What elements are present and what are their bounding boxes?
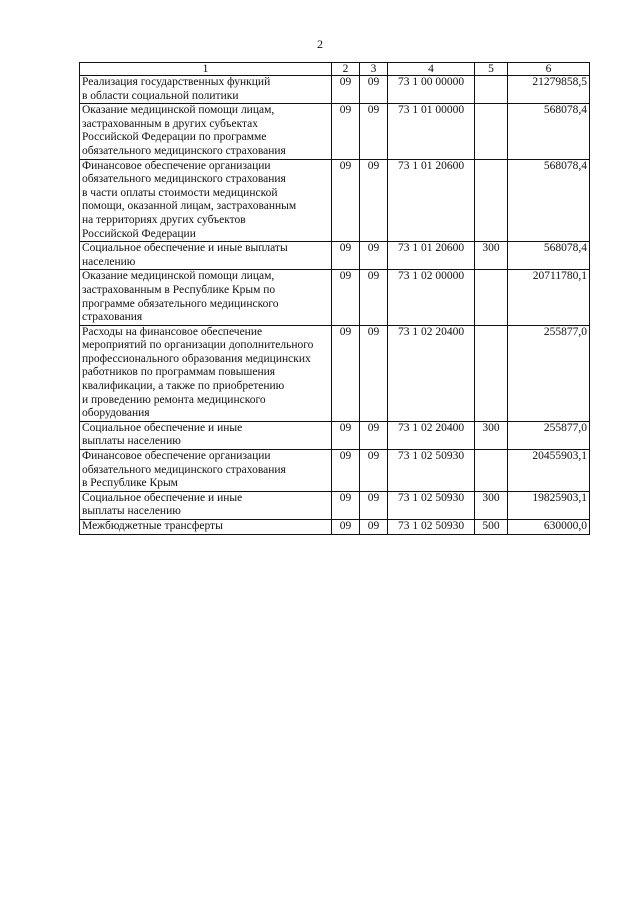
row-subsection: 09 [360, 270, 388, 325]
row-section: 09 [332, 325, 360, 421]
row-amount: 568078,4 [508, 104, 590, 159]
row-target-article: 73 1 00 00000 [388, 76, 475, 104]
row-target-article: 73 1 02 00000 [388, 270, 475, 325]
row-expense-type [475, 450, 508, 492]
page-number: 2 [317, 37, 323, 51]
row-expense-type [475, 325, 508, 421]
row-expense-type: 300 [475, 242, 508, 270]
table-row [80, 159, 590, 242]
row-name: Оказание медицинской помощи лицам, застрахованным в Республике Крым по программе обязательного медицинского страхования [80, 270, 332, 325]
row-name: Реализация государственных функций в области социальной политики [80, 76, 332, 104]
table-row [80, 325, 590, 421]
row-subsection: 09 [360, 325, 388, 421]
row-amount: 21279858,5 [508, 76, 590, 104]
column-header-6: 6 [508, 63, 590, 76]
row-section: 09 [332, 421, 360, 449]
row-target-article: 73 1 02 50930 [388, 450, 475, 492]
row-subsection: 09 [360, 76, 388, 104]
row-subsection: 09 [360, 159, 388, 242]
column-header-4: 4 [388, 63, 475, 76]
row-section: 09 [332, 450, 360, 492]
row-amount: 19825903,1 [508, 491, 590, 519]
table-header-row [80, 63, 590, 76]
budget-table [79, 62, 590, 535]
table-row [80, 491, 590, 519]
row-amount: 568078,4 [508, 159, 590, 242]
row-name: Социальное обеспечение и иные выплаты населению [80, 491, 332, 519]
row-expense-type: 300 [475, 491, 508, 519]
row-subsection: 09 [360, 450, 388, 492]
row-subsection: 09 [360, 491, 388, 519]
row-expense-type: 500 [475, 520, 508, 535]
row-expense-type [475, 270, 508, 325]
row-amount: 20455903,1 [508, 450, 590, 492]
table-row [80, 270, 590, 325]
column-header-3: 3 [360, 63, 388, 76]
row-subsection: 09 [360, 421, 388, 449]
row-target-article: 73 1 01 20600 [388, 242, 475, 270]
row-amount: 20711780,1 [508, 270, 590, 325]
table-row [80, 76, 590, 104]
row-name: Оказание медицинской помощи лицам, застрахованным в других субъектах Российской Федерации по программе обязательного медицинского страхования [80, 104, 332, 159]
row-subsection: 09 [360, 520, 388, 535]
row-expense-type [475, 104, 508, 159]
row-amount: 255877,0 [508, 325, 590, 421]
row-name: Финансовое обеспечение организации обязательного медицинского страхования в части оплаты стоимости медицинской помощи, оказанной лицам, застрахованным на территориях других субъектов Российской Федерации [80, 159, 332, 242]
row-target-article: 73 1 01 20600 [388, 159, 475, 242]
row-subsection: 09 [360, 242, 388, 270]
row-amount: 630000,0 [508, 520, 590, 535]
row-name: Социальное обеспечение и иные выплаты населению [80, 421, 332, 449]
row-section: 09 [332, 104, 360, 159]
table-row [80, 450, 590, 492]
row-section: 09 [332, 76, 360, 104]
table-row [80, 421, 590, 449]
row-target-article: 73 1 02 50930 [388, 520, 475, 535]
row-section: 09 [332, 159, 360, 242]
row-amount: 255877,0 [508, 421, 590, 449]
row-expense-type [475, 159, 508, 242]
row-section: 09 [332, 520, 360, 535]
row-target-article: 73 1 02 20400 [388, 325, 475, 421]
row-target-article: 73 1 01 00000 [388, 104, 475, 159]
row-section: 09 [332, 491, 360, 519]
column-header-2: 2 [332, 63, 360, 76]
table-row [80, 104, 590, 159]
row-expense-type: 300 [475, 421, 508, 449]
column-header-5: 5 [475, 63, 508, 76]
row-target-article: 73 1 02 50930 [388, 491, 475, 519]
row-target-article: 73 1 02 20400 [388, 421, 475, 449]
row-name: Социальное обеспечение и иные выплаты населению [80, 242, 332, 270]
row-section: 09 [332, 242, 360, 270]
table-row [80, 520, 590, 535]
row-amount: 568078,4 [508, 242, 590, 270]
table-row [80, 242, 590, 270]
row-name: Финансовое обеспечение организации обязательного медицинского страхования в Республике Крым [80, 450, 332, 492]
row-subsection: 09 [360, 104, 388, 159]
row-name: Расходы на финансовое обеспечение мероприятий по организации дополнительного профессионального образования медицинских работников по программам повышения квалификации, а также по приобретению и проведению ремонта медицинского оборудования [80, 325, 332, 421]
column-header-1: 1 [80, 63, 332, 76]
row-section: 09 [332, 270, 360, 325]
row-name: Межбюджетные трансферты [80, 520, 332, 535]
row-expense-type [475, 76, 508, 104]
